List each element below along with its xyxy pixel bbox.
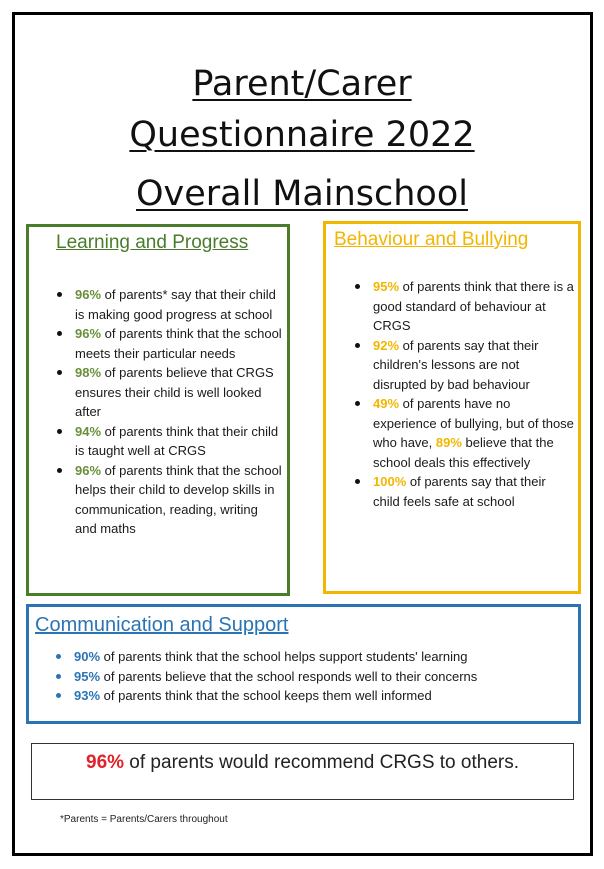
communication-support-list xyxy=(54,647,574,706)
item-text: of parents think that the school helps support students' learning xyxy=(100,649,468,664)
page-title-line-1: Parent/Carer xyxy=(192,64,412,104)
list-item xyxy=(353,277,575,336)
item-text: of parents think that the school helps their child to develop skills in communication, reading, writing and maths xyxy=(75,462,282,536)
item-text: of parents believe that the school responds well to their concerns xyxy=(100,668,478,684)
percentage: 96% xyxy=(75,287,102,302)
recommend-text: of parents would recommend CRGS to others. xyxy=(124,752,519,773)
percentage: 94% xyxy=(75,423,102,439)
list-item xyxy=(54,686,574,706)
percentage: 90% xyxy=(74,649,101,664)
behaviour-bullying-list xyxy=(353,277,575,511)
item-text: of parents have no experience of bullying, but of those who have, xyxy=(373,396,574,450)
page-title-line-3: Overall Mainschool xyxy=(136,174,468,214)
list-item xyxy=(55,422,283,461)
list-item xyxy=(353,472,575,511)
item-text: of parents think that the school meets their particular needs xyxy=(75,326,282,361)
item-text: of parents think that there is a good standard of behaviour at CRGS xyxy=(373,279,574,333)
item-text: of parents believe that CRGS ensures their child is well looked after xyxy=(75,365,274,419)
percentage: 96% xyxy=(75,462,102,478)
percentage: 92% xyxy=(373,337,400,353)
item-text: of parents think that their child is taught well at CRGS xyxy=(75,423,279,458)
list-item xyxy=(54,667,574,687)
page-title-line-2: Questionnaire 2022 xyxy=(129,115,475,155)
list-item xyxy=(54,647,574,667)
item-text: believe that the school deals this effectively xyxy=(373,435,554,470)
footnote: *Parents = Parents/Carers throughout xyxy=(60,814,228,825)
list-item xyxy=(55,363,283,422)
list-item xyxy=(55,324,283,363)
item-text: of parents think that the school keeps them well informed xyxy=(100,688,432,703)
percentage: 100% xyxy=(373,474,407,489)
percentage: 93% xyxy=(74,688,101,703)
behaviour-bullying-heading: Behaviour and Bullying xyxy=(334,229,529,250)
communication-support-heading: Communication and Support xyxy=(35,614,289,636)
percentage: 96% xyxy=(86,752,125,773)
list-item xyxy=(55,285,283,324)
percentage: 89% xyxy=(435,435,462,450)
list-item xyxy=(55,461,283,539)
list-item xyxy=(353,394,575,472)
learning-progress-heading: Learning and Progress xyxy=(56,232,249,253)
percentage: 98% xyxy=(75,365,102,380)
learning-progress-list xyxy=(55,285,283,539)
recommend-statement xyxy=(31,748,574,778)
item-text: of parents say that their child feels safe at school xyxy=(373,474,546,509)
item-text: of parents say that their children's lessons are not disrupted by bad behaviour xyxy=(373,337,539,392)
list-item xyxy=(353,336,575,395)
percentage: 49% xyxy=(373,396,400,411)
item-text: of parents* say that their child is making good progress at school xyxy=(75,287,276,322)
percentage: 95% xyxy=(373,279,400,294)
percentage: 96% xyxy=(75,326,102,341)
percentage: 95% xyxy=(74,668,101,684)
